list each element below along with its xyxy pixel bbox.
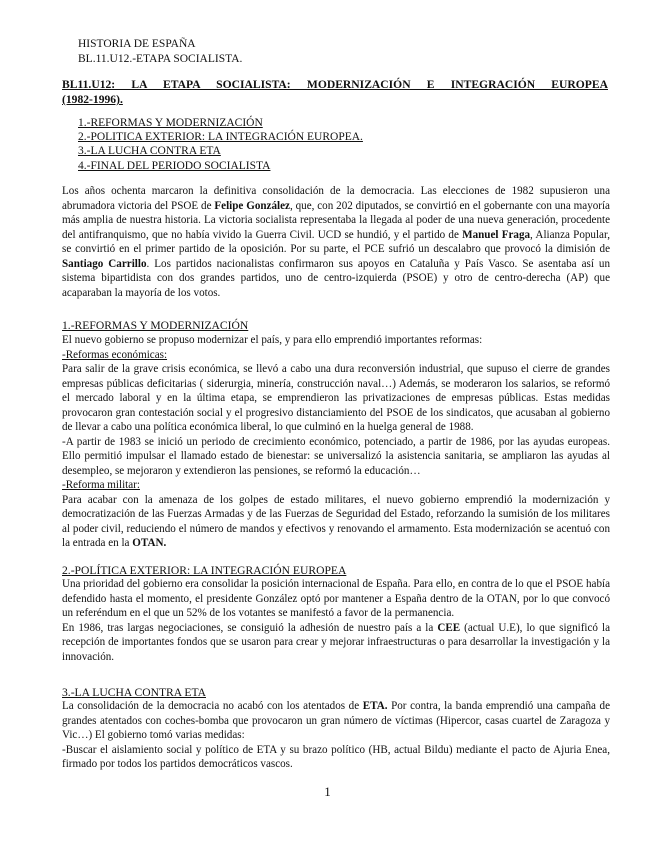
bold-term: CEE [437,621,461,634]
subheading-military: -Reforma militar: [62,479,140,491]
section-1-body [62,333,610,551]
paragraph-text: La consolidación de la democracia no acabó con los atentados de [62,700,363,712]
title-line-1: BL11.U12: LA ETAPA SOCIALISTA: MODERNIZACIÓN E INTEGRACIÓN EUROPEA [62,78,608,91]
paragraph-text: En 1986, tras largas negociaciones, se consiguió la adhesión de nuestro país a la [62,621,438,634]
intro-paragraph [62,184,610,300]
intro-bold-name: Santiago Carrillo [62,257,147,270]
document-header [78,37,242,67]
bold-term: OTAN. [132,537,167,549]
document-title [62,77,608,107]
toc-item[interactable]: 1.-REFORMAS Y MODERNIZACIÓN [78,117,263,129]
header-unit: BL.11.U12.-ETAPA SOCIALISTA. [78,53,243,65]
section-heading-2: 2.-POLÍTICA EXTERIOR: LA INTEGRACIÓN EUROPEA [62,564,347,577]
section-3-paragraph [62,699,610,743]
bold-term: ETA. [362,700,388,712]
paragraph-text: Por contra, la banda emprendió una campaña de grandes atentados con coches-bomba que provocaron un gran número de víctimas (Hipercor, casas cuartel de Zaragoza y Vic…) El gobierno tomó varias medidas: [62,700,610,741]
paragraph-text: (actual U.E), lo que significó la recepción de importantes fondos que se usaron para crear y mejorar infraestructuras o para desarrollar la investigación y la innovación. [62,621,611,663]
section-heading-1: 1.-REFORMAS Y MODERNIZACIÓN [62,319,249,332]
subheading-economic: -Reformas económicas: [62,348,168,361]
section-3-paragraph: -Buscar el aislamiento social y político de ETA y su brazo político (HB, actual Bildu) mediante el pacto de Ajuria Enea, firmado por todos los partidos democráticos vascos. [62,743,610,770]
intro-bold-name: Felipe González [214,199,290,212]
toc-item[interactable]: 3.-LA LUCHA CONTRA ETA [78,145,221,158]
section-1-intro: El nuevo gobierno se propuso modernizar el país, y para ello emprendió importantes reformas: [62,334,483,346]
toc-item[interactable]: 2.-POLITICA EXTERIOR: LA INTEGRACIÓN EUROPEA. [78,131,363,144]
title-line-2: (1982-1996). [62,93,123,106]
page-number: 1 [324,784,331,799]
section-1-paragraph [62,493,610,551]
section-2-paragraph: Una prioridad del gobierno era consolidar la posición internacional de España. Para ello, en contra de lo que el PSOE había defendido hasta el momento, el presidente González optó por mantener a España dentro de la OTAN, por lo que convocó un referéndum en el que un 52% de los votantes se manifestó a favor de la permanencia. [62,578,610,619]
toc-item[interactable]: 4.-FINAL DEL PERIODO SOCIALISTA [78,159,271,172]
section-3-body [62,699,610,772]
section-2-paragraph [62,621,610,665]
intro-text: , que, con 202 diputados, se convirtió en el gobernante con una mayoría más amplia de nuestra historia. La victoria socialista representaba la llegada al poder de una nueva generación, procedente del antifranquismo, que no había vivido la Guerra Civil. UCD se hundió, y el partido de [62,199,610,241]
intro-text: Los años ochenta marcaron la definitiva consolidación de la democracia. Las elecciones de 1982 supusieron una abrumadora victoria del PSOE de [62,185,610,212]
intro-bold-name: Manuel Fraga [462,228,531,241]
section-2-body [62,577,610,664]
intro-text: , Alianza Popular, se convirtió en el primer partido de la oposición. Por su parte, el PCE sufrió un descalabro que provocó la dimisión de [62,228,610,255]
intro-paragraph-block [62,184,610,300]
intro-text: . Los partidos nacionalistas confirmaron sus apoyos en Cataluña y País Vasco. Se asentaba así un sistema bipartidista con dos grandes partidos, uno de centro-izquierda (PSOE) y otro de centro-derecha (AP) que acaparaban la mayoría de los votos. [62,257,610,299]
section-1-paragraph: Para salir de la grave crisis económica, se llevó a cabo una dura reconversión industrial, que supuso el cierre de grandes empresas públicas deficitarias ( siderurgia, minería, construcción naval…) Además, se moderaron los salarios, se reformó el mercado laboral y en la última etapa, se emprendieron las privatizaciones de empresas públicas. Estas medidas provocaron gran contestación social y el progresivo distanciamiento del PSOE de los sindicatos, que acusaban al gobierno de llevar a cabo una política económica liberal, lo que culminó en la huelga general de 1988. [62,363,610,433]
section-1-paragraph: -A partir de 1983 se inició un periodo de crecimiento económico, potenciado, a partir de 1986, por las ayudas europeas. Ello permitió impulsar el llamado estado de bienestar: se universalizó la asistencia sanitaria, se ampliaron las ayudas al desempleo, se mejoraron y extendieron las pensiones, se reformó la educación… [62,435,610,477]
table-of-contents [78,116,363,173]
section-heading-3: 3.-LA LUCHA CONTRA ETA [62,686,206,699]
paragraph-text: Para acabar con la amenaza de los golpes de estado militares, el nuevo gobierno emprendió la modernización y democratización de las Fuerzas Armadas y de las Fuerzas de Seguridad del Estado, reforzando la sumisión de los militares al poder civil, reduciendo el número de mandos y efectivos y renovando el armamento. Esta modernización se acentuó con la entrada en la [62,493,610,549]
header-subject: HISTORIA DE ESPAÑA [78,38,196,50]
